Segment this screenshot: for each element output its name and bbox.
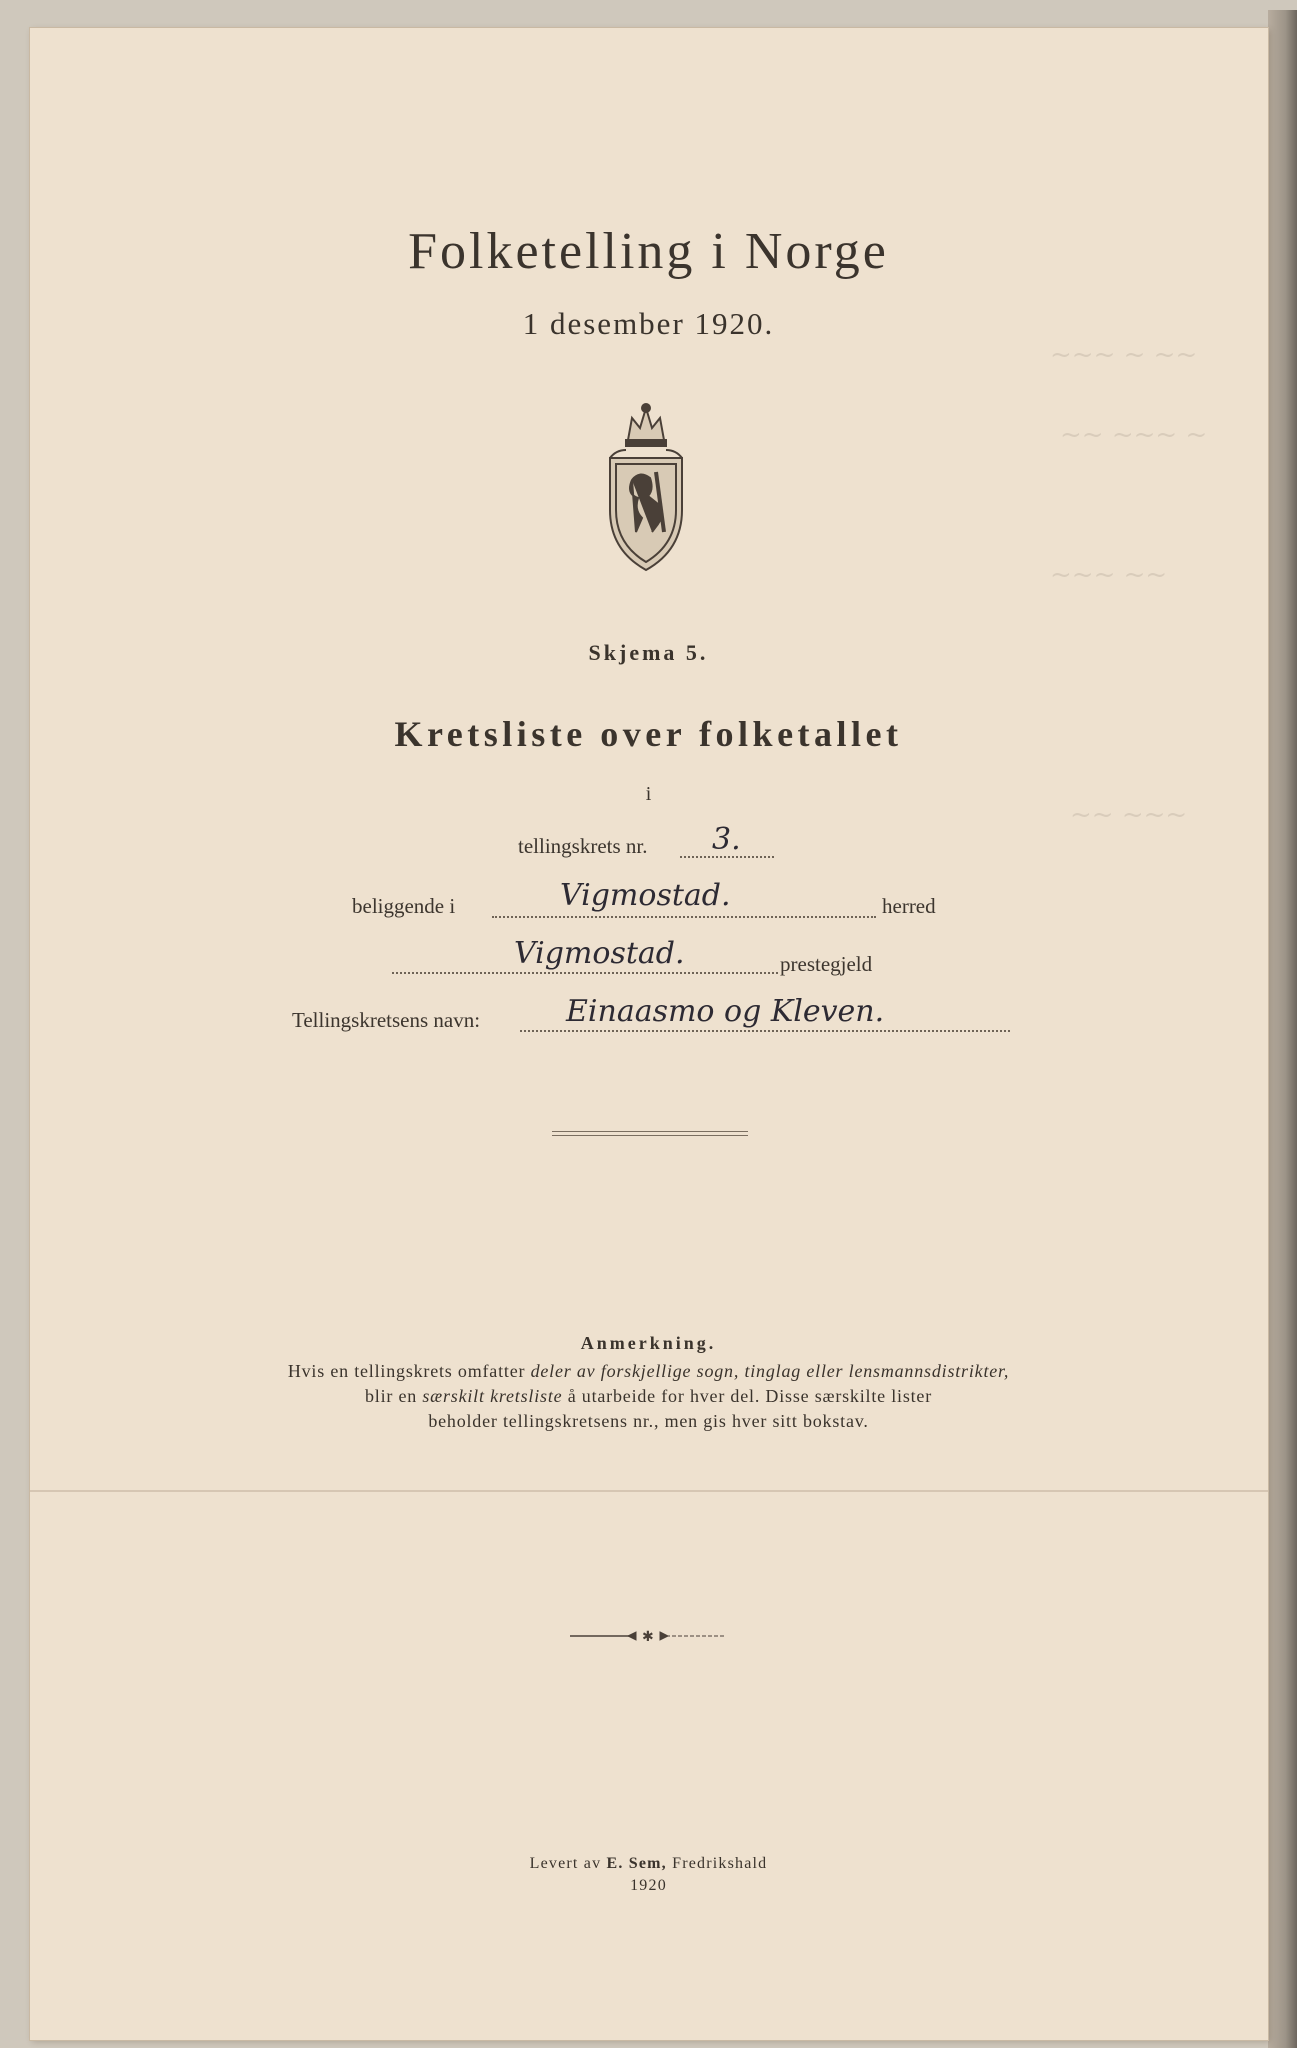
prestegjeld-value: Vigmostad. xyxy=(514,936,685,971)
bleed-through-mark: ~~ ~~~ xyxy=(1070,800,1188,830)
note-line-1-text: Hvis en tellingskrets omfatter xyxy=(287,1361,531,1381)
note-line-3: beholder tellingskretsens nr., men gis hver sitt bokstav. xyxy=(428,1411,869,1431)
krets-nr-value: 3. xyxy=(712,822,741,857)
herred-line xyxy=(492,916,876,918)
norwegian-coat-of-arms-icon xyxy=(596,400,696,575)
note-line-2-italic: særskilt kretsliste xyxy=(422,1386,563,1406)
navn-line xyxy=(520,1030,1010,1032)
paper-fold xyxy=(30,1490,1268,1492)
form-number: Skjema 5. xyxy=(588,640,709,665)
printer-year: 1920 xyxy=(630,1877,667,1894)
bleed-through-mark: ~~~ ~~ xyxy=(1050,560,1168,590)
census-date: 1 desember 1920. xyxy=(522,306,775,341)
herred-value: Vigmostad. xyxy=(560,878,731,913)
note-line-2-text-end: å utarbeide for hver del. Disse særskilte lister xyxy=(562,1386,933,1406)
note-line-1 xyxy=(0,1361,1297,1382)
printer-prefix: Levert av xyxy=(529,1855,607,1872)
form-heading: Kretsliste over folketallet xyxy=(394,714,903,754)
prestegjeld-line xyxy=(392,972,778,974)
bleed-through-mark: ~~~ ~ ~~ xyxy=(1050,340,1198,370)
bleed-through-mark: ~~ ~~~ ~ xyxy=(1060,420,1208,450)
divider-rule xyxy=(552,1135,748,1136)
note-line-2 xyxy=(0,1386,1297,1407)
krets-nr-label: tellingskrets nr. xyxy=(518,834,648,858)
printer-place: Fredrikshald xyxy=(666,1855,768,1872)
printer-name: E. Sem, xyxy=(606,1855,667,1872)
document-title: Folketelling i Norge xyxy=(408,223,889,280)
divider-rule xyxy=(552,1131,748,1132)
note-heading: Anmerkning. xyxy=(580,1333,717,1353)
prestegjeld-label: prestegjeld xyxy=(780,952,873,976)
herred-label: herred xyxy=(882,894,936,918)
navn-value: Einaasmo og Kleven. xyxy=(566,994,885,1029)
printer-line-1 xyxy=(0,1855,1297,1873)
beliggende-label: beliggende i xyxy=(352,894,456,918)
svg-text:✱: ✱ xyxy=(642,1629,654,1645)
preposition-i: i xyxy=(645,783,652,805)
ornament-divider-icon xyxy=(568,1626,728,1646)
navn-label: Tellingskretsens navn: xyxy=(292,1008,481,1032)
note-line-2-text: blir en xyxy=(364,1386,423,1406)
note-line-1-italic: deler av forskjellige sogn, tinglag eller lensmannsdistrikter, xyxy=(530,1361,1010,1381)
